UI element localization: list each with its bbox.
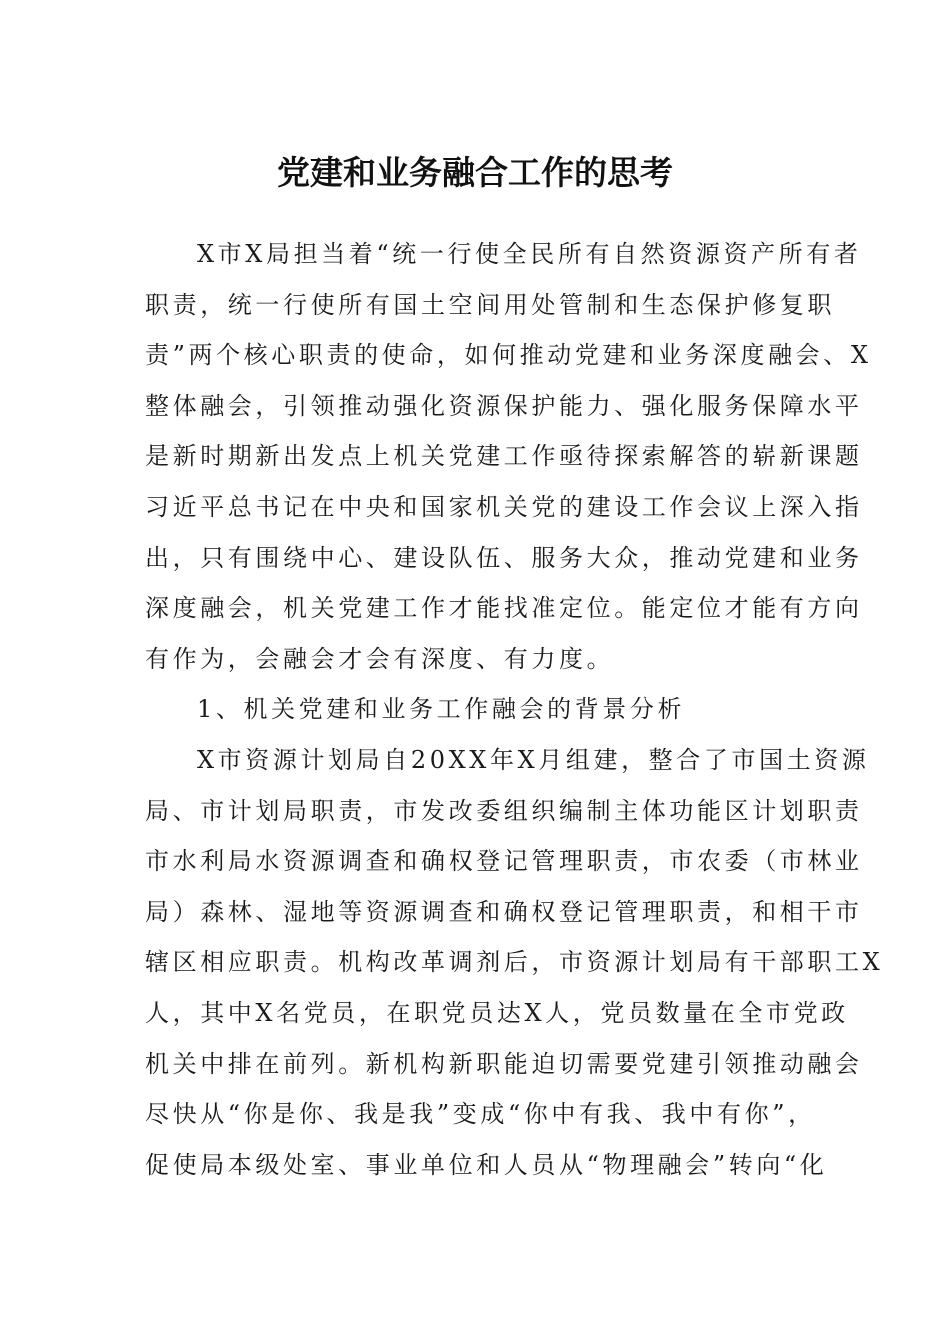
document-body — [145, 229, 884, 1190]
paragraph-line: X市资源计划局自20XX年X月组建，整合了市国土资源 — [197, 745, 870, 774]
paragraph-line: 责”两个核心职责的使命，如何推动党建和业务深度融会、X — [145, 341, 872, 370]
paragraph-line: 市水利局水资源调查和确权登记管理职责，市农委（市林业 — [145, 847, 863, 876]
paragraph-line: 深度融会，机关党建工作才能找准定位。能定位才能有方向 — [145, 594, 863, 623]
paragraph-line: 辖区相应职责。机构改革调剂后，市资源计划局有干部职工X — [145, 948, 884, 977]
paragraph-line: 职责，统一行使所有国土空间用处管制和生态保护修复职 — [145, 290, 835, 319]
paragraph-line: 尽快从“你是你、我是我”变成“你中有我、我中有你”， — [145, 1100, 816, 1129]
paragraph-line: 整体融会，引领推动强化资源保护能力、强化服务保障水平 — [145, 391, 863, 420]
paragraph-line: 促使局本级处室、事业单位和人员从“物理融会”转向“化 — [145, 1150, 828, 1179]
paragraph-line: 机关中排在前列。新机构新职能迫切需要党建引领推动融会 — [145, 1049, 863, 1078]
paragraph-line: 局、市计划局职责，市发改委组织编制主体功能区计划职责 — [145, 796, 863, 825]
paragraph-line: 局）森林、湿地等资源调查和确权登记管理职责，和相干市 — [145, 897, 863, 926]
paragraph-line: 是新时期新出发点上机关党建工作亟待探索解答的崭新课题 — [145, 442, 863, 471]
paragraph-line: 人，其中X名党员，在职党员达X人，党员数量在全市党政 — [145, 998, 849, 1027]
document-title: 党建和业务融合工作的思考 — [277, 153, 673, 192]
paragraph-line: X市X局担当着“统一行使全民所有自然资源资产所有者 — [197, 240, 862, 268]
paragraph-line: 习近平总书记在中央和国家机关党的建设工作会议上深入指 — [145, 492, 863, 521]
paragraph-line: 有作为，会融会才会有深度、有力度。 — [145, 644, 615, 673]
paragraph-line: 出，只有围绕中心、建设队伍、服务大众，推动党建和业务 — [145, 543, 863, 572]
section-heading: 1、机关党建和业务工作融会的背景分析 — [197, 695, 686, 724]
